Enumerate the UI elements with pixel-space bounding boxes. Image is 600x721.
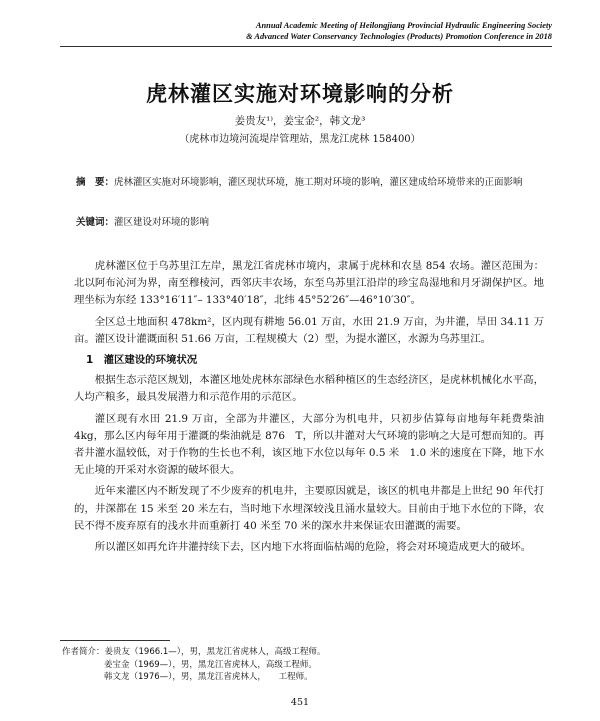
abstract-text: 虎林灌区实施对环境影响，灌区现状环境，施工期对环境的影响，灌区建成给环境带来的正面影响 [114, 177, 523, 188]
affiliation: （虎林市边境河流堤岸管理站，黑龙江虎林 158400） [179, 134, 421, 145]
conference-header [246, 20, 552, 42]
header-line-2: & Advanced Water Conservancy Technologies (Products) Promotion Conference in 2018 [246, 32, 552, 41]
footnote-label: 作者简介： [62, 647, 105, 657]
keywords-text: 灌区建设对环境的影响 [114, 217, 210, 228]
author-footnotes [62, 646, 326, 684]
section-heading: 1 灌区建设的环境状况 [86, 354, 198, 367]
paragraph-location: 虎林灌区位于乌苏里江左岸，黑龙江省虎林市境内，隶属于虎林和农垦 854 农场。灌区范围为：北以阿布沁河为界，南至穆棱河，西邻庆丰农场，东至乌苏里江沿岸的珍宝岛湿地和月牙湖保护区。地理坐标为东经 133°16′11″– 133°40′18″，北纬 45°52′26″—46°10′30″。 [74, 260, 544, 307]
paragraph-conclusion: 所以灌区如再允许井灌持续下去，区内地下水将面临枯竭的危险，将会对环境造成更大的破坏。 [94, 541, 532, 554]
paragraph-abandoned-wells: 近年来灌区内不断发现了不少废弃的机电井，主要原因就是，该区的机电井都是上世纪 90 年代打的，井深都在 15 米至 20 米左右，当时地下水埋深较浅且涌水量较大。目前由于地下水位的下降，农民不得不废弃原有的浅水井而重新打 40 米至 70 米的深水井来保证农田灌溉的需要。 [74, 485, 544, 532]
paragraph-area: 全区总土地面积 478km²，区内现有耕地 56.01 万亩，水田 21.9 万亩，为井灌，旱田 34.11 万亩。灌区设计灌溉面积 51.66 万亩，工程规模大（2）型，为提水灌区，水源为乌苏里江。 [74, 315, 544, 345]
footnote-1-text: 姜贵友（1966.1—），男，黑龙江省虎林人，高级工程师。 [104, 647, 326, 657]
author-list: 姜贵友¹⁾，姜宝金²，韩文龙³ [234, 115, 366, 127]
footnote-1 [62, 646, 326, 659]
page-number: 451 [290, 697, 310, 708]
abstract-label: 摘 要： [76, 177, 115, 188]
keywords-label: 关键词： [76, 217, 115, 228]
footnote-2: 姜宝金（1969—），男，黑龙江省虎林人，高级工程师。 [104, 659, 317, 670]
paper-title: 虎林灌区实施对环境影响的分析 [146, 82, 454, 106]
footnote-3: 韩文龙（1976—），男，黑龙江省虎林人， 工程师。 [104, 672, 313, 682]
paragraph-wells: 灌区现有水田 21.9 万亩，全部为井灌区，大部分为机电井，只初步估算每亩地每年耗费柴油 4kg，那么区内每年用于灌溉的柴油就是 876 T，所以井灌对大气环境的影响之大是可想而知的。再者井灌水温较低，对于作物的生长也不利，该区地下水位以每年 0.5 米 1.0 米的速度在下降，地下水无止境的开采对水资源的破坏很大。 [74, 412, 544, 477]
abstract [76, 174, 542, 191]
header-line-1: Annual Academic Meeting of Heilongjiang Provincial Hydraulic Engineering Society [255, 21, 552, 30]
keywords [76, 214, 542, 228]
paragraph-planning: 根据生态示范区规划，本灌区地处虎林东部绿色水稻种植区的生态经济区，是虎林机械化水平高，人均产粮多，最具发展潜力和示范作用的示范区。 [74, 374, 544, 404]
header-divider [60, 46, 552, 47]
body-text [74, 258, 544, 560]
footnote-divider [60, 640, 170, 641]
